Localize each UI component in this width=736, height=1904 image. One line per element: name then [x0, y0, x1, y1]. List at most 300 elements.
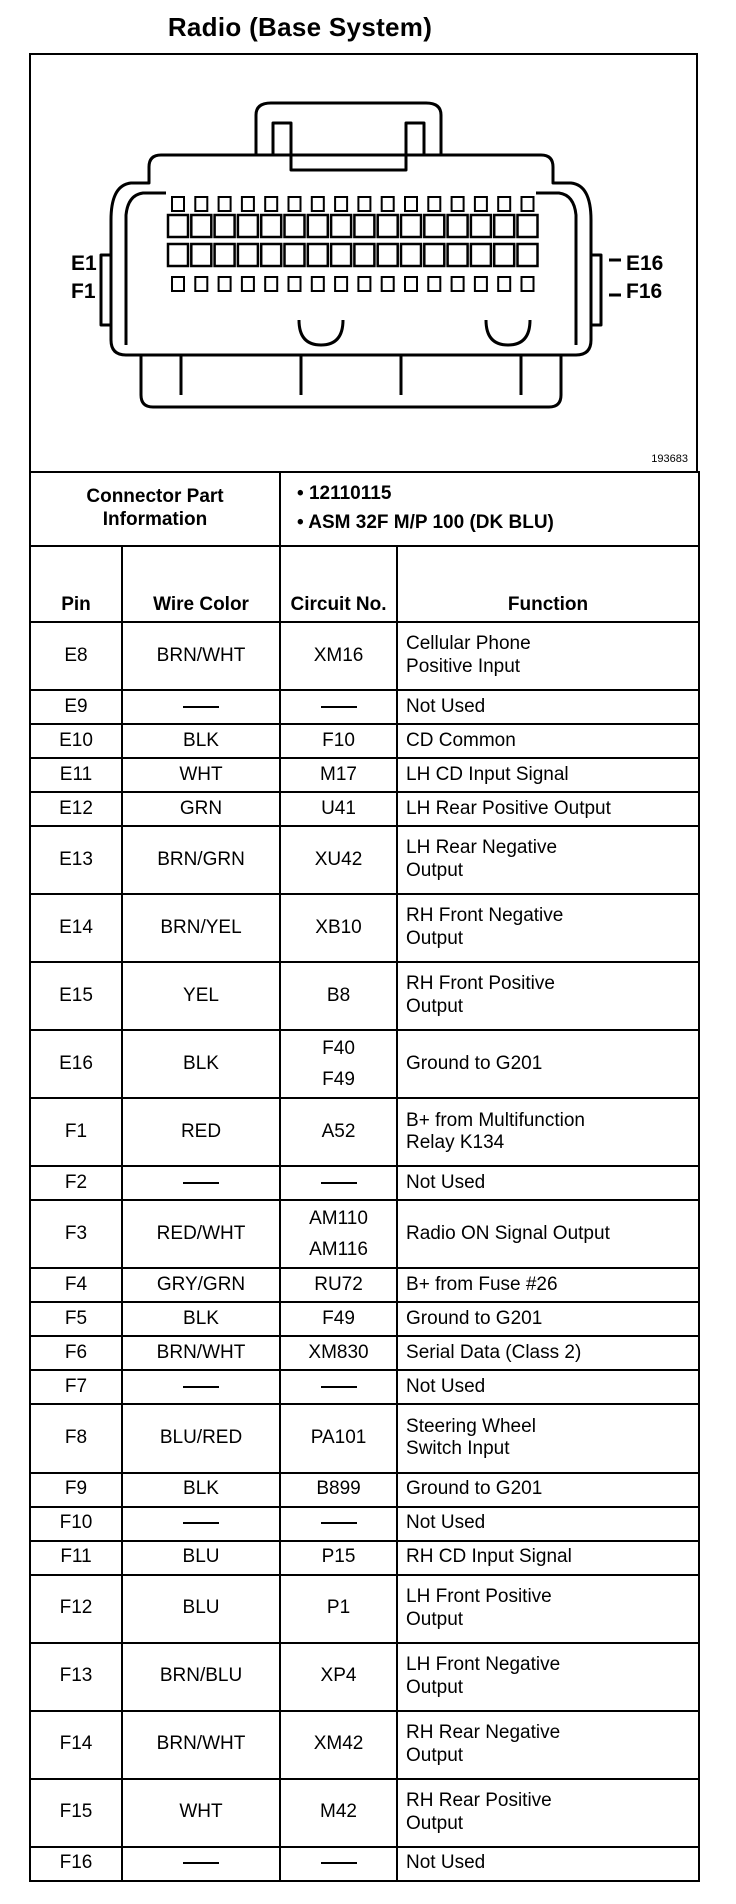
wire-color-cell: [122, 758, 280, 792]
cavity-e4: [238, 215, 258, 237]
cavity-tab: [382, 197, 394, 211]
circuit-value: PA101: [310, 1427, 367, 1449]
pin-label-f16: F16: [626, 280, 663, 303]
cavity-tab: [428, 277, 440, 291]
cavity-f1: [168, 244, 188, 266]
pin-value: F14: [59, 1733, 93, 1755]
pin-value: F15: [59, 1801, 93, 1823]
pin-cell: [30, 1711, 122, 1779]
function-cell: [397, 792, 699, 826]
circuit-value: P1: [326, 1597, 351, 1619]
wire-color-value: BLK: [183, 1052, 219, 1074]
pin-cell: [30, 1507, 122, 1541]
table-row: [30, 1030, 699, 1098]
function-cell: [397, 622, 699, 690]
cavity-e1: [168, 215, 188, 237]
wire-color-cell: [122, 792, 280, 826]
pin-value: F13: [59, 1665, 93, 1687]
circuit-cell: [280, 758, 397, 792]
cavity-tab: [242, 197, 254, 211]
cavity-e5: [261, 215, 281, 237]
wire-color-value: BLK: [183, 729, 219, 751]
function-cell: [397, 1643, 699, 1711]
wire-color-cell: [122, 1098, 280, 1166]
function-line: LH CD Input Signal: [406, 763, 569, 785]
wire-color-cell: [122, 894, 280, 962]
wire-color-value: BRN/WHT: [156, 1342, 246, 1364]
pin-cell: [30, 1200, 122, 1268]
circuit-value: AM116: [309, 1239, 368, 1261]
dash-mark: [321, 1862, 357, 1864]
dash-mark: [183, 1522, 219, 1524]
wire-color-value: BLK: [183, 1308, 219, 1330]
table-row: [30, 1404, 699, 1472]
circuit-value: XU42: [314, 848, 363, 870]
wire-color-cell: [122, 690, 280, 724]
pin-value: F4: [64, 1274, 88, 1296]
cavity-e3: [215, 215, 235, 237]
pin-cell: [30, 1370, 122, 1404]
wire-color-cell: [122, 1643, 280, 1711]
circuit-value: A52: [321, 1120, 356, 1142]
wire-color-value: GRY/GRN: [156, 1274, 246, 1296]
pin-cell: [30, 894, 122, 962]
pin-cell: [30, 1166, 122, 1200]
function-line: Radio ON Signal Output: [406, 1222, 610, 1244]
function-cell: [397, 962, 699, 1030]
connector-diagram: [29, 53, 698, 473]
cavity-f15: [494, 244, 514, 266]
wire-color-cell: [122, 1711, 280, 1779]
wire-color-cell: [122, 1507, 280, 1541]
circuit-cell: [280, 1404, 397, 1472]
table-row: [30, 1302, 699, 1336]
cavity-tab: [172, 197, 184, 211]
circuit-cell: [280, 1541, 397, 1575]
table-row: [30, 1370, 699, 1404]
pin-value: E13: [59, 848, 93, 870]
pinout-table: [29, 471, 700, 1882]
circuit-value: P15: [321, 1546, 356, 1568]
wire-color-value: WHT: [179, 1801, 223, 1823]
function-line: Serial Data (Class 2): [406, 1342, 582, 1364]
cavity-f4: [238, 244, 258, 266]
pin-cell: [30, 690, 122, 724]
cavity-e6: [285, 215, 305, 237]
function-cell: [397, 1507, 699, 1541]
table-row: [30, 1779, 699, 1847]
cavity-tab: [405, 197, 417, 211]
wire-color-cell: [122, 1336, 280, 1370]
circuit-value: XM16: [313, 644, 364, 666]
cavity-tab: [475, 197, 487, 211]
circuit-value: B899: [316, 1478, 361, 1500]
connector-latch: [256, 103, 441, 155]
pin-value: F3: [64, 1222, 88, 1244]
circuit-value: F10: [322, 729, 355, 751]
cavity-f11: [401, 244, 421, 266]
circuit-value: M42: [320, 1801, 357, 1823]
pin-value: F5: [64, 1308, 88, 1330]
dash-mark: [321, 1522, 357, 1524]
header-row: [30, 546, 699, 622]
wire-color-cell: [122, 962, 280, 1030]
function-line: LH Front Negative: [406, 1653, 561, 1675]
function-line: Output: [406, 1676, 464, 1698]
table-row: [30, 1507, 699, 1541]
cavity-tab: [242, 277, 254, 291]
pin-value: F2: [64, 1171, 88, 1193]
cavity-e16: [518, 215, 538, 237]
circuit-value: XM830: [308, 1342, 369, 1364]
dash-mark: [183, 1182, 219, 1184]
dash-mark: [183, 706, 219, 708]
cavity-tab: [428, 197, 440, 211]
circuit-cell: [280, 1268, 397, 1302]
table-row: [30, 792, 699, 826]
wire-color-cell: [122, 1473, 280, 1507]
function-line: RH Rear Positive: [406, 1789, 552, 1811]
circuit-value: F49: [322, 1069, 355, 1091]
cavity-tab: [358, 277, 370, 291]
circuit-cell: [280, 792, 397, 826]
part-info-label: Connector Part Information: [30, 472, 280, 546]
table-row: [30, 690, 699, 724]
table-row: [30, 758, 699, 792]
part-info-values: [280, 472, 699, 546]
function-cell: [397, 1200, 699, 1268]
function-cell: [397, 1473, 699, 1507]
cavity-tab: [265, 277, 277, 291]
circuit-cell: [280, 724, 397, 758]
part-info-row: [30, 472, 699, 546]
cavity-e15: [494, 215, 514, 237]
pin-value: F1: [64, 1120, 88, 1142]
function-line: RH Front Negative: [406, 905, 564, 927]
table-row: [30, 894, 699, 962]
circuit-value: XM42: [313, 1733, 364, 1755]
pin-value: E8: [64, 644, 88, 666]
circuit-value: F40: [322, 1038, 355, 1060]
cavity-tab: [498, 197, 510, 211]
circuit-value: RU72: [314, 1274, 363, 1296]
terminal-cavities: [168, 197, 538, 291]
cavity-e12: [424, 215, 444, 237]
pin-cell: [30, 1030, 122, 1098]
cavity-tab: [289, 277, 301, 291]
cavity-tab: [522, 277, 534, 291]
cavity-tab: [289, 197, 301, 211]
pin-cell: [30, 1779, 122, 1847]
wire-color-value: BLU: [182, 1546, 220, 1568]
wire-color-cell: [122, 1575, 280, 1643]
function-cell: [397, 1030, 699, 1098]
function-line: Steering Wheel: [406, 1415, 536, 1437]
pin-label-f1: F1: [71, 280, 96, 303]
wire-color-cell: [122, 724, 280, 758]
header-circuit-no: Circuit No.: [280, 546, 397, 622]
wire-color-cell: [122, 1030, 280, 1098]
wire-color-cell: [122, 1370, 280, 1404]
circuit-cell: [280, 894, 397, 962]
pin-cell: [30, 1268, 122, 1302]
function-line: Ground to G201: [406, 1308, 543, 1330]
cavity-e13: [448, 215, 468, 237]
pin-value: F12: [59, 1597, 93, 1619]
table-row: [30, 1200, 699, 1268]
pin-value: E9: [64, 695, 88, 717]
cavity-e10: [378, 215, 398, 237]
table-row: [30, 1473, 699, 1507]
function-line: Output: [406, 1608, 464, 1630]
table-row: [30, 1336, 699, 1370]
cavity-f12: [424, 244, 444, 266]
table-row: [30, 1098, 699, 1166]
pin-cell: [30, 792, 122, 826]
function-cell: [397, 724, 699, 758]
connector-drawing: [31, 55, 696, 471]
dash-mark: [321, 1386, 357, 1388]
function-line: Output: [406, 860, 464, 882]
circuit-cell: [280, 1473, 397, 1507]
circuit-cell: [280, 1575, 397, 1643]
function-line: CD Common: [406, 729, 516, 751]
cavity-tab: [498, 277, 510, 291]
cavity-tab: [452, 197, 464, 211]
wire-color-value: BLU/RED: [159, 1427, 243, 1449]
dash-mark: [183, 1386, 219, 1388]
cavity-tab: [475, 277, 487, 291]
cavity-f16: [518, 244, 538, 266]
circuit-value: M17: [320, 763, 357, 785]
pin-cell: [30, 1302, 122, 1336]
dash-mark: [321, 706, 357, 708]
pin-cell: [30, 1473, 122, 1507]
function-line: Output: [406, 1744, 464, 1766]
wire-color-value: YEL: [183, 984, 219, 1006]
function-cell: [397, 1166, 699, 1200]
cavity-f14: [471, 244, 491, 266]
table-row: [30, 1541, 699, 1575]
pin-value: F10: [59, 1512, 93, 1534]
pin-cell: [30, 1575, 122, 1643]
wire-color-value: BRN/WHT: [156, 1733, 246, 1755]
function-cell: [397, 826, 699, 894]
pin-value: E16: [59, 1052, 93, 1074]
cavity-tab: [312, 197, 324, 211]
function-cell: [397, 690, 699, 724]
cavity-f5: [261, 244, 281, 266]
function-cell: [397, 1336, 699, 1370]
circuit-cell: [280, 1847, 397, 1881]
function-line: Ground to G201: [406, 1052, 543, 1074]
pin-cell: [30, 1847, 122, 1881]
header-pin: Pin: [30, 546, 122, 622]
pin-value: E15: [59, 984, 93, 1006]
circuit-cell: [280, 826, 397, 894]
cavity-f2: [191, 244, 211, 266]
cavity-f13: [448, 244, 468, 266]
function-line: B+ from Fuse #26: [406, 1274, 558, 1296]
circuit-cell: [280, 1098, 397, 1166]
function-line: Switch Input: [406, 1438, 510, 1460]
figure-number: 193683: [651, 453, 688, 465]
table-row: [30, 724, 699, 758]
wire-color-cell: [122, 1779, 280, 1847]
pin-label-e1: E1: [71, 252, 97, 275]
cavity-tab: [522, 197, 534, 211]
pin-cell: [30, 1643, 122, 1711]
circuit-value: XB10: [315, 916, 362, 938]
cavity-e7: [308, 215, 328, 237]
wire-color-cell: [122, 1166, 280, 1200]
function-line: Output: [406, 996, 464, 1018]
circuit-cell: [280, 1779, 397, 1847]
wire-color-value: BRN/YEL: [160, 916, 242, 938]
cavity-tab: [312, 277, 324, 291]
function-line: Relay K134: [406, 1132, 505, 1154]
circuit-cell: [280, 1166, 397, 1200]
wire-color-value: BRN/GRN: [157, 848, 245, 870]
function-cell: [397, 1541, 699, 1575]
header-wire-color: Wire Color: [122, 546, 280, 622]
cavity-e2: [191, 215, 211, 237]
pin-label-e16: E16: [626, 252, 664, 275]
circuit-cell: [280, 962, 397, 1030]
pin-value: F8: [64, 1427, 88, 1449]
cavity-e9: [354, 215, 374, 237]
wire-color-value: BRN/BLU: [159, 1665, 243, 1687]
cavity-f8: [331, 244, 351, 266]
table-row: [30, 1166, 699, 1200]
function-line: Positive Input: [406, 656, 521, 678]
part-number: • 12110115: [297, 483, 392, 505]
circuit-cell: [280, 1030, 397, 1098]
cavity-tab: [358, 197, 370, 211]
cavity-f9: [354, 244, 374, 266]
circuit-value: U41: [321, 797, 356, 819]
cavity-f6: [285, 244, 305, 266]
function-line: LH Rear Negative: [406, 837, 558, 859]
wire-color-cell: [122, 1847, 280, 1881]
table-row: [30, 962, 699, 1030]
pin-cell: [30, 622, 122, 690]
function-cell: [397, 1575, 699, 1643]
pin-value: E10: [59, 729, 93, 751]
function-cell: [397, 1268, 699, 1302]
header-function: Function: [397, 546, 699, 622]
function-line: Output: [406, 1812, 464, 1834]
function-cell: [397, 1779, 699, 1847]
wire-color-cell: [122, 1200, 280, 1268]
pin-value: F11: [60, 1546, 92, 1568]
cavity-tab: [265, 197, 277, 211]
circuit-value: AM110: [309, 1208, 368, 1230]
circuit-cell: [280, 1643, 397, 1711]
table-row: [30, 1847, 699, 1881]
function-line: Not Used: [406, 1512, 486, 1534]
function-cell: [397, 1302, 699, 1336]
pin-cell: [30, 1336, 122, 1370]
pin-cell: [30, 1541, 122, 1575]
pin-value: E12: [59, 797, 93, 819]
function-line: Cellular Phone: [406, 633, 531, 655]
circuit-value: XP4: [320, 1665, 357, 1687]
wire-color-value: RED/WHT: [156, 1222, 246, 1244]
function-line: RH Rear Negative: [406, 1721, 561, 1743]
pin-value: E11: [59, 763, 93, 785]
pin-cell: [30, 826, 122, 894]
wire-color-cell: [122, 1541, 280, 1575]
circuit-cell: [280, 690, 397, 724]
table-row: [30, 826, 699, 894]
cavity-f7: [308, 244, 328, 266]
function-line: B+ from Multifunction: [406, 1109, 586, 1131]
cavity-tab: [195, 197, 207, 211]
function-line: Not Used: [406, 695, 486, 717]
cavity-tab: [172, 277, 184, 291]
cavity-tab: [219, 277, 231, 291]
circuit-cell: [280, 1336, 397, 1370]
wire-color-cell: [122, 622, 280, 690]
pin-value: F9: [64, 1478, 88, 1500]
function-line: RH CD Input Signal: [406, 1546, 572, 1568]
circuit-value: B8: [326, 984, 351, 1006]
pin-cell: [30, 724, 122, 758]
wire-color-value: BLU: [182, 1597, 220, 1619]
function-line: Not Used: [406, 1852, 486, 1874]
pin-cell: [30, 1404, 122, 1472]
cavity-f3: [215, 244, 235, 266]
wire-color-value: RED: [180, 1120, 222, 1142]
pin-cell: [30, 758, 122, 792]
cavity-tab: [335, 197, 347, 211]
cavity-tab: [405, 277, 417, 291]
pin-value: F6: [64, 1342, 88, 1364]
function-line: Output: [406, 928, 464, 950]
function-line: Not Used: [406, 1171, 486, 1193]
cavity-e11: [401, 215, 421, 237]
dash-mark: [321, 1182, 357, 1184]
function-line: Not Used: [406, 1376, 486, 1398]
circuit-cell: [280, 1200, 397, 1268]
circuit-cell: [280, 1507, 397, 1541]
function-cell: [397, 1370, 699, 1404]
function-line: RH Front Positive: [406, 973, 555, 995]
cavity-e14: [471, 215, 491, 237]
pin-value: F16: [59, 1852, 93, 1874]
table-row: [30, 1643, 699, 1711]
cavity-tab: [452, 277, 464, 291]
wire-color-value: GRN: [179, 797, 223, 819]
circuit-cell: [280, 1711, 397, 1779]
function-line: LH Rear Positive Output: [406, 797, 611, 819]
table-row: [30, 1711, 699, 1779]
function-cell: [397, 1847, 699, 1881]
cavity-tab: [195, 277, 207, 291]
wire-color-cell: [122, 1302, 280, 1336]
page-title: Radio (Base System): [167, 12, 433, 42]
wire-color-cell: [122, 826, 280, 894]
part-description: • ASM 32F M/P 100 (DK BLU): [297, 512, 554, 533]
wire-color-cell: [122, 1268, 280, 1302]
table-row: [30, 1268, 699, 1302]
function-line: Ground to G201: [406, 1478, 543, 1500]
circuit-value: F49: [322, 1308, 355, 1330]
wire-color-value: BRN/WHT: [156, 644, 246, 666]
pin-value: E14: [59, 916, 93, 938]
table-row: [30, 622, 699, 690]
